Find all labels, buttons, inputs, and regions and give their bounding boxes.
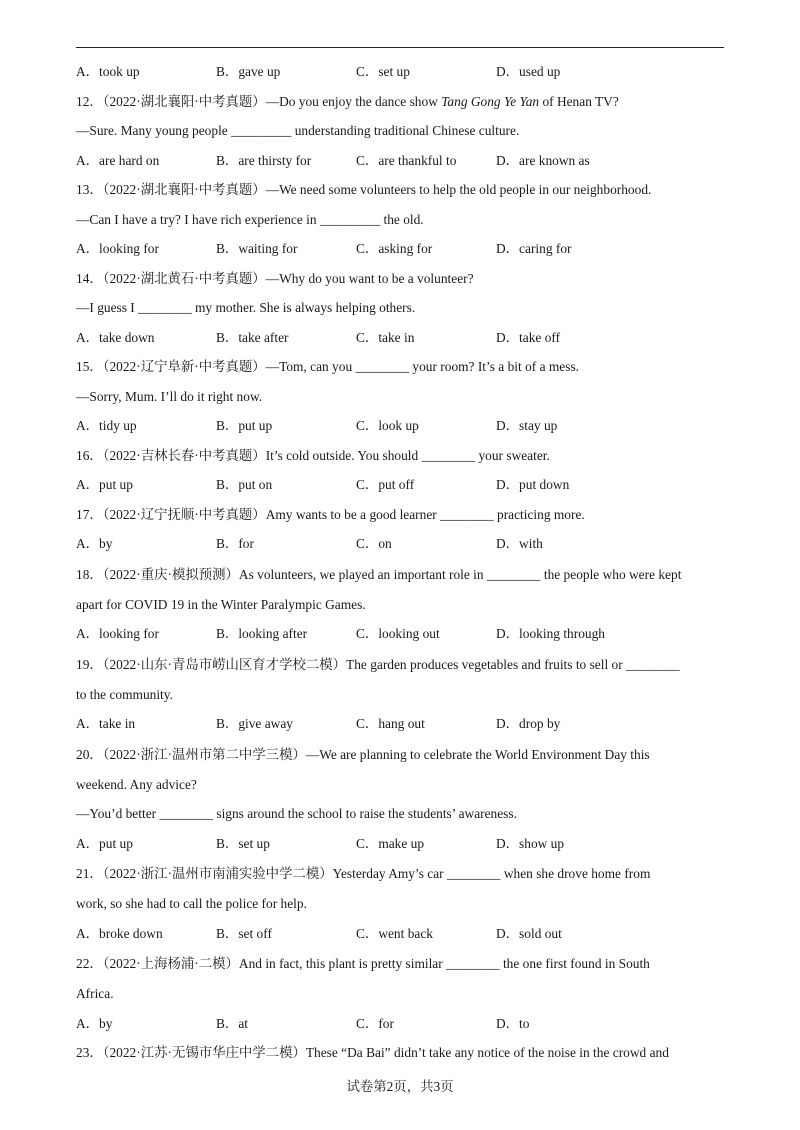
option-a[interactable]: A．by (76, 536, 113, 551)
options-12 (76, 146, 724, 176)
question-number: 23． (76, 1045, 103, 1060)
options-17 (76, 529, 724, 559)
question-source: （2022·辽宁阜新·中考真题） (102, 359, 266, 374)
option-b[interactable]: B．put on (216, 477, 273, 492)
option-d[interactable]: D．stay up (496, 418, 558, 433)
option-c[interactable]: C．are thankful to (356, 152, 457, 168)
question-text: —We are planning to celebrate the World Environment Day this (305, 746, 650, 762)
question-13-line2: —Can I have a try? I have rich experience in _________ the old. (76, 211, 424, 227)
option-c[interactable]: C．went back (356, 925, 433, 941)
question-16-stem (76, 441, 724, 471)
option-c[interactable]: C．take in (356, 329, 415, 345)
question-number: 18． (76, 566, 103, 582)
question-number: 16． (76, 447, 103, 463)
question-source: （2022·湖北襄阳·中考真题） (102, 93, 266, 109)
option-d[interactable]: D．show up (496, 835, 565, 851)
question-text: Yesterday Amy’s car ________ when she drove home from (332, 866, 651, 881)
question-text: Amy wants to be a good learner ________ practicing more. (265, 506, 585, 522)
option-d[interactable]: D．to (496, 1015, 530, 1031)
question-text: of Henan TV? (539, 93, 619, 109)
option-b[interactable]: B．waiting for (216, 241, 298, 256)
question-21-line2: work, so she had to call the police for help. (76, 896, 307, 911)
question-source: （2022·浙江·温州市南浦实验中学二模） (102, 866, 333, 881)
option-b[interactable]: B．for (216, 536, 254, 551)
question-text: These “Da Bai” didn’t take any notice of the noise in the crowd and (305, 1045, 669, 1060)
question-number: 13． (76, 182, 103, 197)
question-text: —Tom, can you ________ your room? It’s a bit of a mess. (265, 359, 580, 374)
option-d[interactable]: D．are known as (496, 152, 590, 168)
question-12-line2: —Sure. Many young people _________ understanding traditional Chinese culture. (76, 123, 520, 138)
option-c[interactable]: C．set up (356, 64, 410, 79)
option-a[interactable]: A．looking for (76, 241, 159, 256)
question-text: It’s cold outside. You should ________ your sweater. (265, 447, 550, 463)
options-18 (76, 619, 724, 649)
question-text: The garden produces vegetables and fruits to sell or ________ (346, 656, 680, 672)
option-a[interactable]: A．broke down (76, 925, 163, 941)
question-source: （2022·山东·青岛市崂山区育才学校二模） (102, 656, 347, 672)
option-b[interactable]: B．give away (216, 716, 293, 731)
question-number: 22． (76, 956, 103, 971)
question-number: 12． (76, 93, 103, 109)
question-23-stem (76, 1038, 724, 1068)
question-source: （2022·上海杨浦·二模） (102, 956, 239, 971)
option-b[interactable]: B．put up (216, 418, 273, 433)
question-source: （2022·湖北襄阳·中考真题） (102, 182, 266, 197)
options-19 (76, 709, 724, 739)
question-19-line2: to the community. (76, 686, 173, 702)
options-21 (76, 919, 724, 949)
question-13-stem (76, 175, 724, 205)
option-a[interactable]: A．are hard on (76, 152, 160, 168)
options-15 (76, 411, 724, 441)
question-15-stem (76, 352, 724, 382)
question-source: （2022·湖北黄石·中考真题） (102, 270, 266, 286)
option-a[interactable]: A．take down (76, 329, 155, 345)
question-14-stem (76, 264, 724, 294)
option-a[interactable]: A．put up (76, 835, 133, 851)
question-number: 17． (76, 506, 103, 522)
option-c[interactable]: C．on (356, 536, 392, 551)
option-a[interactable]: A．looking for (76, 626, 159, 641)
options-prev (76, 57, 724, 87)
option-b[interactable]: B．set up (216, 835, 270, 851)
option-b[interactable]: B．at (216, 1015, 248, 1031)
question-list (76, 57, 724, 1068)
question-source: （2022·江苏·无锡市华庄中学二模） (102, 1045, 306, 1060)
question-number: 20． (76, 746, 103, 762)
options-13 (76, 234, 724, 264)
option-a[interactable]: A．took up (76, 64, 140, 79)
options-22 (76, 1009, 724, 1039)
question-number: 14． (76, 270, 103, 286)
option-b[interactable]: B．looking after (216, 626, 308, 641)
header-rule (76, 47, 724, 48)
option-b[interactable]: B．gave up (216, 64, 281, 79)
question-18-stem (76, 559, 724, 590)
question-19-stem (76, 649, 724, 680)
question-20-line2: weekend. Any advice? (76, 776, 197, 792)
question-12-stem (76, 87, 724, 117)
question-text: —Why do you want to be a volunteer? (265, 270, 474, 286)
question-22-stem (76, 948, 724, 979)
option-d[interactable]: D．put down (496, 477, 570, 492)
question-source: （2022·浙江·温州市第二中学三模） (102, 746, 306, 762)
option-c[interactable]: C．put off (356, 477, 415, 492)
question-number: 15． (76, 359, 103, 374)
option-c[interactable]: C．for (356, 1015, 394, 1031)
question-number: 21． (76, 866, 103, 881)
options-14 (76, 323, 724, 353)
question-source: （2022·重庆·模拟预测） (102, 566, 239, 582)
question-number: 19． (76, 656, 103, 672)
option-d[interactable]: D．drop by (496, 716, 561, 731)
option-b[interactable]: B．set off (216, 925, 272, 941)
option-c[interactable]: C．look up (356, 418, 419, 433)
question-18-line2: apart for COVID 19 in the Winter Paralympic Games. (76, 596, 366, 612)
question-text: —Do you enjoy the dance show (265, 93, 442, 109)
question-source: （2022·辽宁抚顺·中考真题） (102, 506, 266, 522)
question-text: —We need some volunteers to help the old people in our neighborhood. (265, 182, 652, 197)
option-d[interactable]: D．caring for (496, 241, 572, 256)
option-d[interactable]: D．with (496, 536, 543, 551)
option-c[interactable]: C．hang out (356, 716, 425, 731)
options-16 (76, 470, 724, 500)
question-text: As volunteers, we played an important role in ________ the people who were kept (238, 566, 682, 582)
option-d[interactable]: D．take off (496, 329, 561, 345)
question-20-line3: —You’d better ________ signs around the school to raise the students’ awareness. (76, 806, 517, 821)
option-c[interactable]: C．asking for (356, 241, 433, 256)
option-b[interactable]: B．are thirsty for (216, 152, 312, 168)
question-21-stem (76, 858, 724, 889)
option-a[interactable]: A．put up (76, 477, 133, 492)
question-14-line2: —I guess I ________ my mother. She is always helping others. (76, 300, 416, 315)
show-title: Tang Gong Ye Yan (441, 93, 540, 109)
option-d[interactable]: D．used up (496, 64, 561, 79)
question-15-line2: —Sorry, Mum. I’ll do it right now. (76, 388, 263, 404)
option-a[interactable]: A．take in (76, 716, 136, 731)
question-source: （2022·吉林长春·中考真题） (102, 447, 266, 463)
question-20-stem (76, 739, 724, 770)
option-d[interactable]: D．sold out (496, 925, 562, 941)
option-b[interactable]: B．take after (216, 329, 289, 345)
question-17-stem (76, 500, 724, 530)
question-22-line2: Africa. (76, 986, 114, 1001)
options-20 (76, 829, 724, 859)
option-c[interactable]: C．make up (356, 835, 425, 851)
option-d[interactable]: D．looking through (496, 626, 605, 641)
option-a[interactable]: A．tidy up (76, 418, 137, 433)
option-c[interactable]: C．looking out (356, 626, 440, 641)
option-a[interactable]: A．by (76, 1015, 113, 1031)
question-text: And in fact, this plant is pretty similar ________ the one first found in South (238, 956, 650, 971)
page-footer: 试卷第2页，共3页 (346, 1079, 454, 1094)
